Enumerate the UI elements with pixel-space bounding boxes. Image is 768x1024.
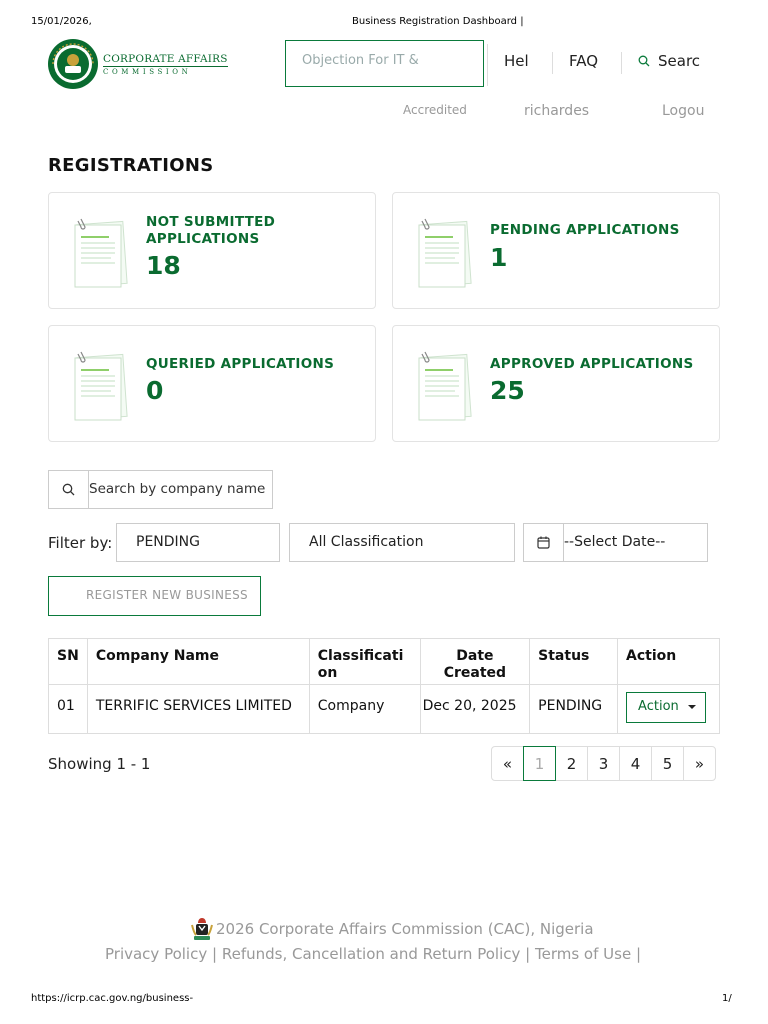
page-next-button[interactable]: » [683, 746, 716, 781]
registrations-table [48, 638, 720, 734]
nav-divider [552, 52, 553, 74]
nav-search-label: Searc [658, 52, 701, 70]
filter-label: Filter by: [48, 534, 113, 552]
cell-sn: 01 [49, 685, 88, 734]
calendar-icon-wrap[interactable] [524, 524, 564, 561]
action-label: Action [638, 699, 679, 714]
col-header-sn: SN [49, 639, 88, 685]
col-header-classification: Classificati on [309, 639, 420, 685]
page-2-button[interactable]: 2 [555, 746, 588, 781]
footer-links [105, 945, 641, 963]
page-prev-button[interactable]: « [491, 746, 524, 781]
page-3-button[interactable]: 3 [587, 746, 620, 781]
privacy-policy-link[interactable]: Privacy Policy [105, 945, 208, 963]
document-icon [71, 217, 129, 289]
date-input[interactable]: --Select Date-- [564, 534, 666, 550]
stat-card-approved[interactable] [392, 325, 720, 442]
stat-count: 0 [146, 376, 164, 405]
nav-search-link[interactable] [638, 52, 700, 70]
logo-line2: COMMISSION [103, 67, 192, 76]
stat-count: 25 [490, 376, 525, 405]
terms-of-use-link[interactable]: Terms of Use [534, 945, 632, 963]
footer-separator: | [212, 945, 218, 963]
nav-divider [621, 52, 622, 74]
cell-status: PENDING [530, 685, 618, 734]
showing-count: Showing 1 - 1 [48, 755, 151, 773]
footer-copyright [190, 915, 594, 943]
nav-faq-link[interactable]: FAQ [569, 52, 599, 70]
print-title: Business Registration Dashboard | [352, 16, 524, 27]
col-header-company: Company Name [87, 639, 309, 685]
user-name[interactable]: richardes [524, 103, 590, 119]
search-icon-wrap[interactable] [49, 471, 89, 508]
register-new-business-button[interactable]: REGISTER NEW BUSINESS [48, 576, 261, 616]
search-input[interactable]: Search by company name [89, 481, 266, 497]
stat-count: 1 [490, 243, 508, 272]
stat-card-queried[interactable] [48, 325, 376, 442]
footer-separator: | [525, 945, 531, 963]
search-icon [62, 483, 75, 496]
nav-divider [487, 44, 488, 86]
caret-down-icon [688, 705, 696, 709]
cell-company: TERRIFIC SERVICES LIMITED [87, 685, 309, 734]
classification-select[interactable]: All Classification [289, 523, 515, 562]
date-filter[interactable] [523, 523, 708, 562]
footer-separator: | [635, 945, 642, 963]
logo-text [103, 53, 228, 76]
document-icon [415, 217, 473, 289]
col-header-status: Status [530, 639, 618, 685]
stat-label: APPROVED APPLICATIONS [490, 356, 694, 372]
cac-logo[interactable] [47, 38, 228, 90]
stat-label: QUERIED APPLICATIONS [146, 356, 335, 372]
company-search-box[interactable] [48, 470, 273, 509]
print-url: https://icrp.cac.gov.ng/business- [31, 993, 194, 1004]
refunds-policy-link[interactable]: Refunds, Cancellation and Return Policy [221, 945, 521, 963]
print-date: 15/01/2026, [31, 16, 92, 27]
table-row [49, 685, 720, 734]
copyright-text: 2026 Corporate Affairs Commission (CAC), Nigeria [216, 920, 594, 938]
document-icon [415, 350, 473, 422]
stat-label: NOT SUBMITTED APPLICATIONS [146, 214, 276, 247]
calendar-icon [537, 536, 550, 549]
notice-ticker[interactable]: Objection For IT & [285, 40, 484, 87]
cell-classification: Company [309, 685, 420, 734]
stat-card-pending[interactable] [392, 192, 720, 309]
accredited-link[interactable]: Accredited [403, 103, 467, 117]
table-header-row [49, 639, 720, 685]
page-5-button[interactable]: 5 [651, 746, 684, 781]
nav-help-link[interactable]: Hel [504, 52, 529, 70]
print-page-number: 1/ [722, 993, 732, 1004]
page-4-button[interactable]: 4 [619, 746, 652, 781]
col-header-action: Action [618, 639, 720, 685]
cac-seal-icon [47, 38, 99, 90]
logout-link[interactable]: Logou [662, 103, 705, 119]
col-header-date: Date Created [420, 639, 530, 685]
page-1-button[interactable]: 1 [523, 746, 556, 781]
status-select[interactable]: PENDING [116, 523, 280, 562]
document-icon [71, 350, 129, 422]
cell-action [618, 685, 720, 734]
row-action-dropdown[interactable] [626, 692, 706, 723]
coat-of-arms-icon [190, 915, 214, 943]
search-icon [638, 55, 650, 67]
cell-date: Dec 20, 2025 [420, 685, 530, 734]
pagination [491, 746, 716, 781]
logo-line1: CORPORATE AFFAIRS [103, 52, 228, 65]
stat-label: PENDING APPLICATIONS [490, 222, 680, 238]
page-title: REGISTRATIONS [48, 155, 214, 176]
stat-count: 18 [146, 251, 181, 280]
stat-card-not-submitted[interactable] [48, 192, 376, 309]
